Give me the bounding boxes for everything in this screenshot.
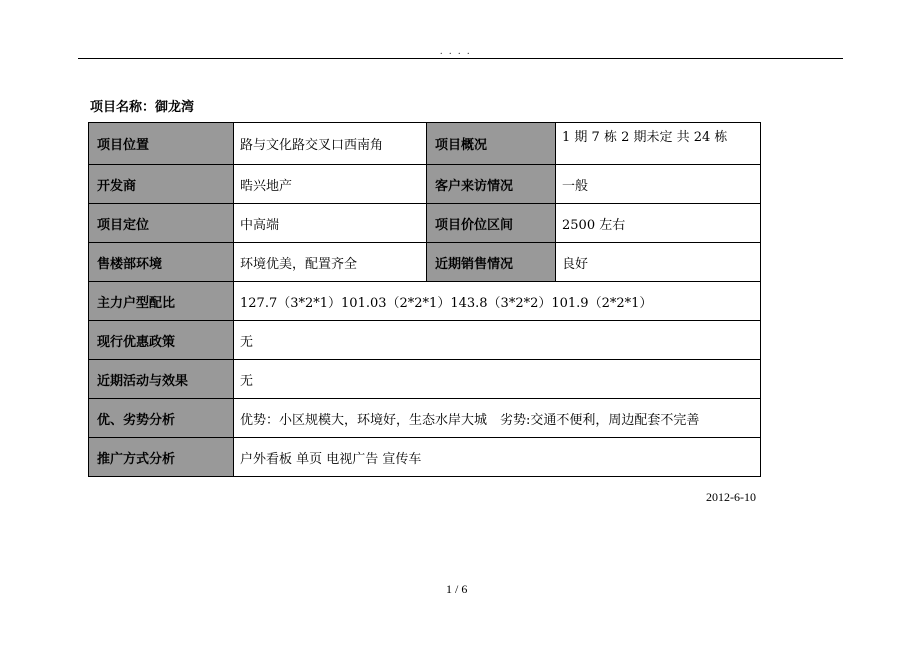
table-row	[89, 438, 761, 477]
row-value: 127.7（3*2*1）101.03（2*2*1）143.8（3*2*2）101.9（2*2*1）	[234, 282, 761, 321]
row-value: 户外看板 单页 电视广告 宣传车	[234, 438, 761, 477]
page-number: 1 / 6	[446, 582, 468, 596]
header-dots: . . . .	[440, 46, 472, 57]
table-row	[89, 243, 761, 282]
row-label: 客户来访情况	[427, 165, 556, 204]
table-row	[89, 321, 761, 360]
table-row	[89, 123, 761, 165]
row-value: 1 期 7 栋 2 期未定 共 24 栋	[556, 123, 761, 165]
row-label: 项目位置	[89, 123, 234, 165]
row-value: 优势：小区规模大，环境好，生态水岸大城 劣势:交通不便利，周边配套不完善	[234, 399, 761, 438]
row-value: 良好	[556, 243, 761, 282]
row-label: 项目定位	[89, 204, 234, 243]
row-value: 无	[234, 360, 761, 399]
row-label: 主力户型配比	[89, 282, 234, 321]
header-rule	[78, 58, 843, 59]
row-label: 优、劣势分析	[89, 399, 234, 438]
project-title: 项目名称：御龙湾	[90, 100, 195, 115]
row-value: 晧兴地产	[234, 165, 427, 204]
table-row	[89, 360, 761, 399]
row-value: 2500 左右	[556, 204, 761, 243]
row-label: 近期活动与效果	[89, 360, 234, 399]
row-label: 推广方式分析	[89, 438, 234, 477]
report-date: 2012-6-10	[706, 490, 756, 504]
table-row	[89, 399, 761, 438]
table-row	[89, 204, 761, 243]
project-info-table	[88, 122, 761, 477]
row-value: 中高端	[234, 204, 427, 243]
table-row	[89, 282, 761, 321]
row-label: 项目价位区间	[427, 204, 556, 243]
table-row	[89, 165, 761, 204]
row-value: 路与文化路交叉口西南角	[234, 123, 427, 165]
row-label: 开发商	[89, 165, 234, 204]
row-value: 无	[234, 321, 761, 360]
row-label: 近期销售情况	[427, 243, 556, 282]
row-label: 项目概况	[427, 123, 556, 165]
row-value: 环境优美，配置齐全	[234, 243, 427, 282]
row-label: 现行优惠政策	[89, 321, 234, 360]
row-label: 售楼部环境	[89, 243, 234, 282]
row-value: 一般	[556, 165, 761, 204]
